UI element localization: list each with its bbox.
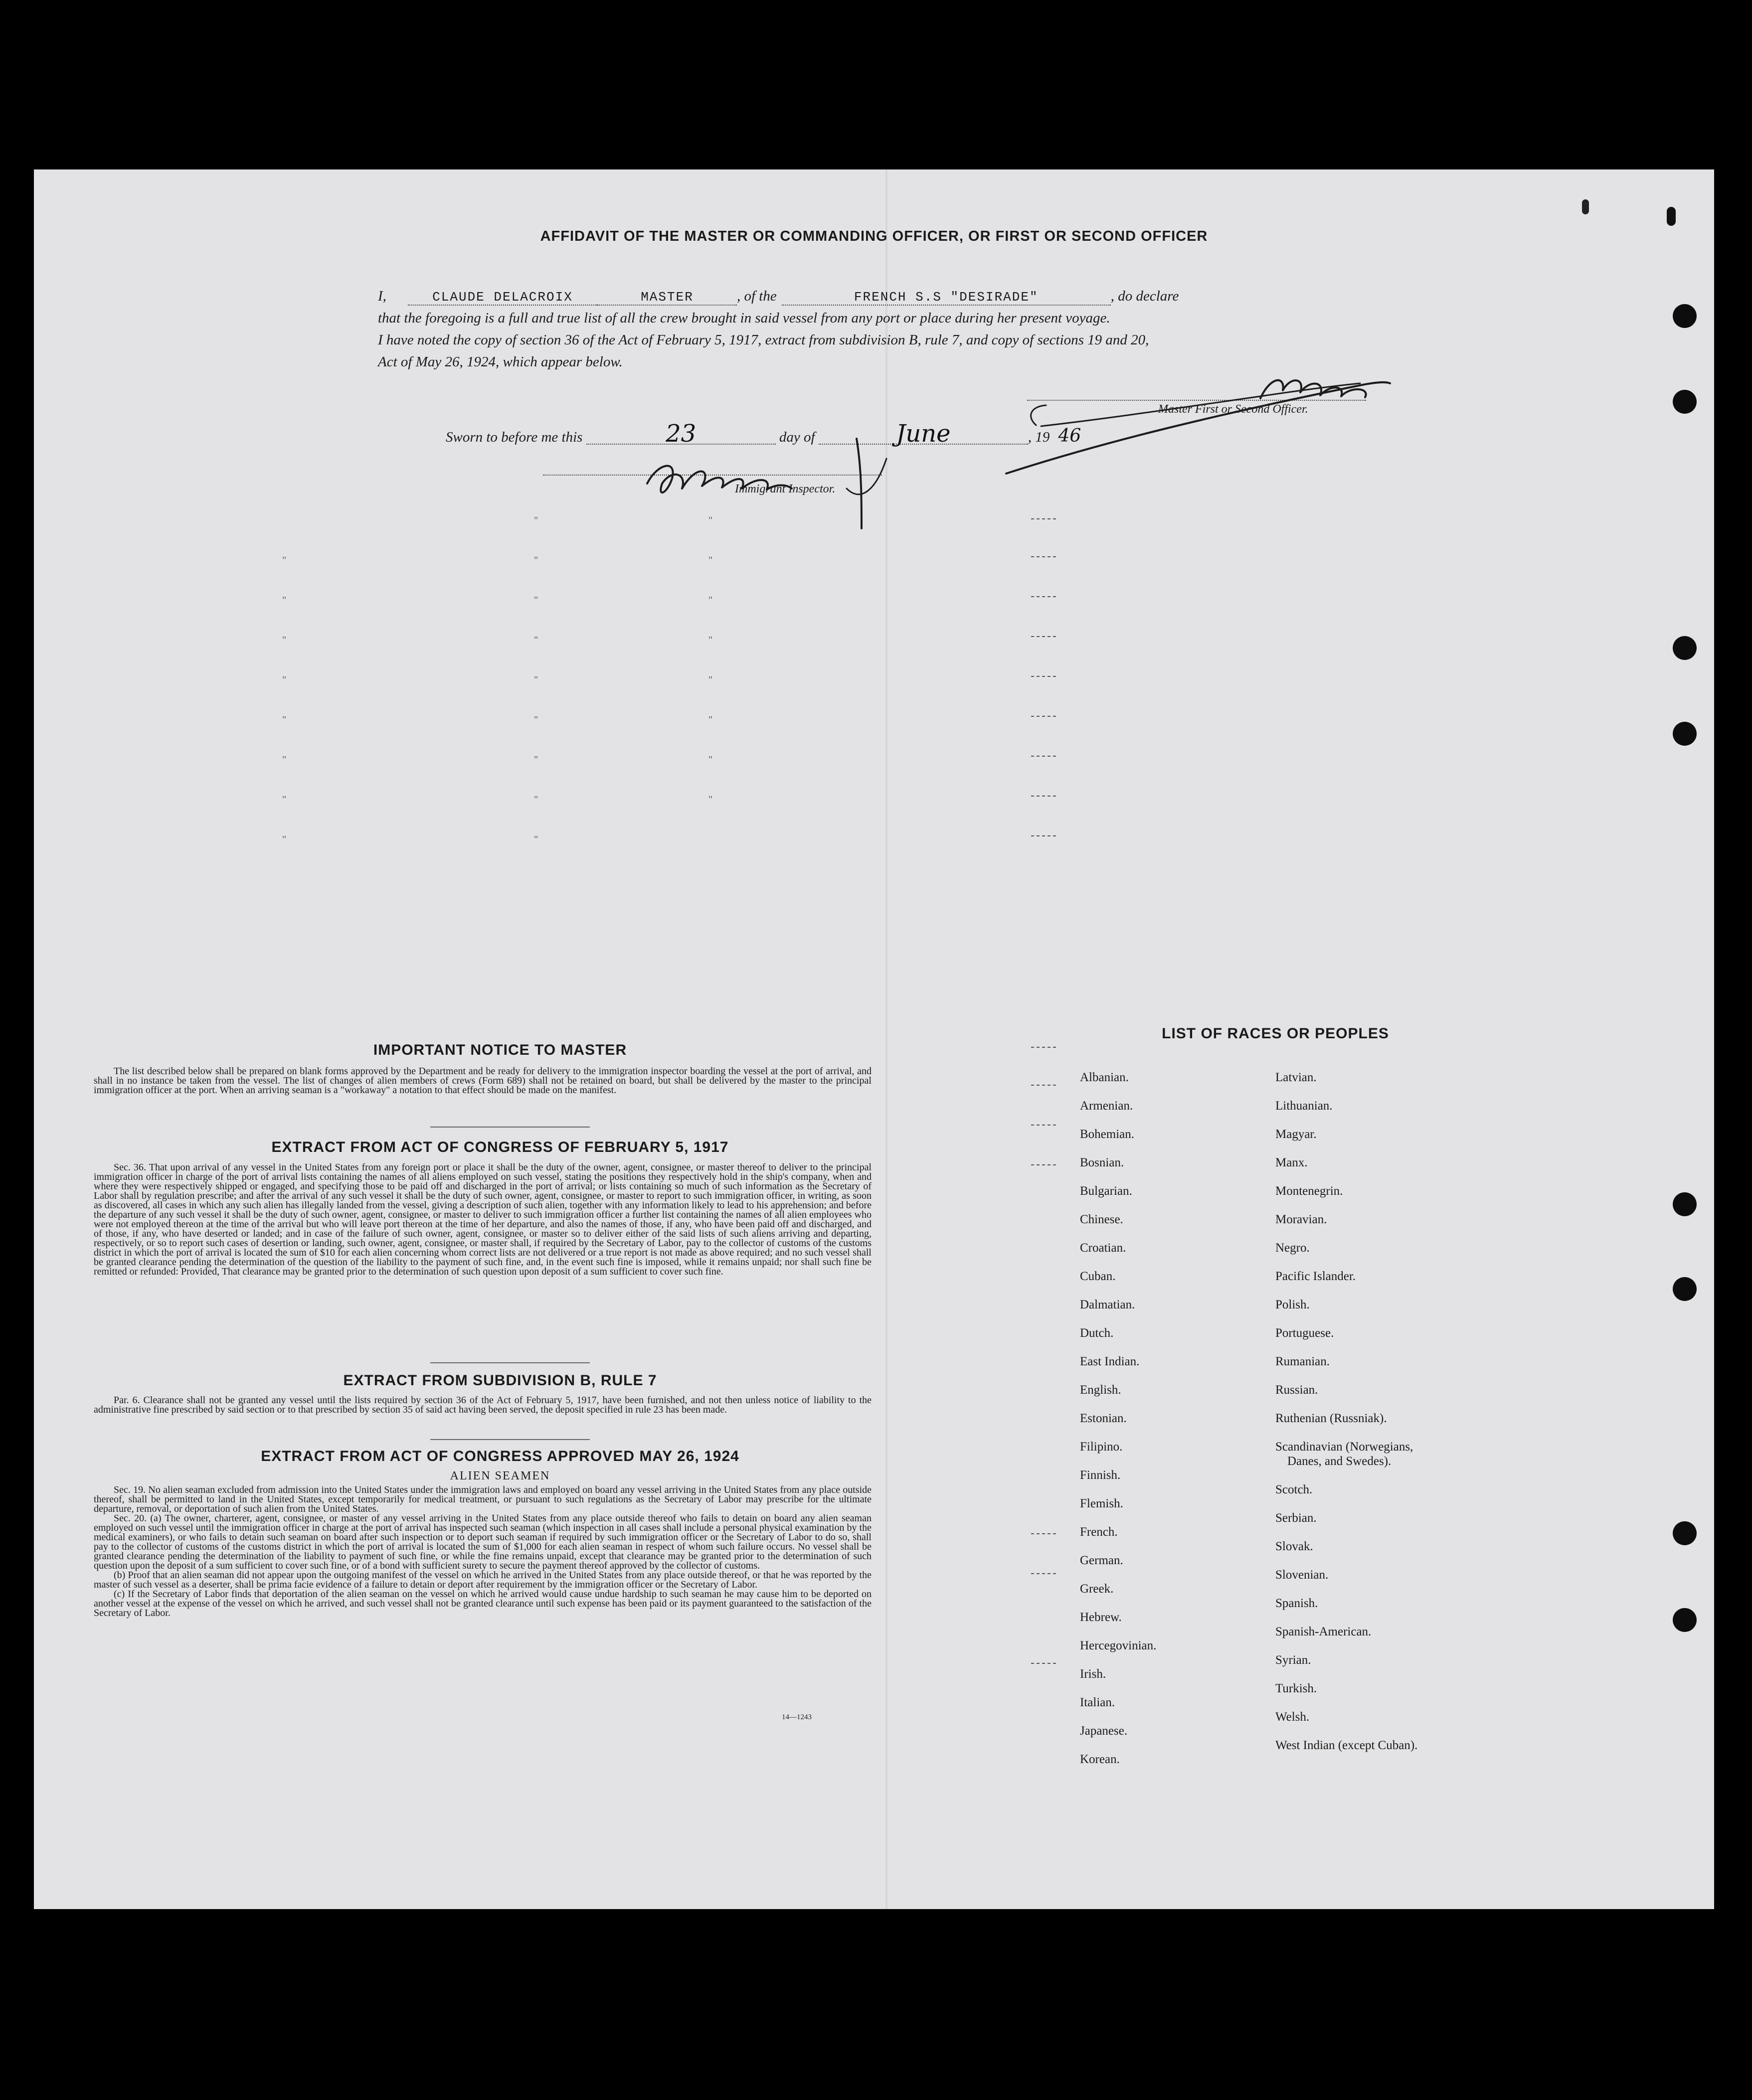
ditto-mark: " xyxy=(708,754,713,765)
race-item: Serbian. xyxy=(1275,1511,1317,1525)
binder-hole xyxy=(1673,722,1697,746)
race-item: Flemish. xyxy=(1080,1497,1123,1510)
race-item: East Indian. xyxy=(1080,1355,1140,1368)
race-item: Greek. xyxy=(1080,1582,1114,1596)
binder-hole xyxy=(1673,636,1697,660)
ditto-mark: " xyxy=(708,595,713,606)
extract-rule7-title: EXTRACT FROM SUBDIVISION B, RULE 7 xyxy=(343,1372,657,1389)
ditto-mark: " xyxy=(708,794,713,805)
binder-hole xyxy=(1673,1521,1697,1545)
inspector-signature-caption: Immigrant Inspector. xyxy=(735,483,836,495)
vessel-field: FRENCH S.S "DESIRADE" xyxy=(782,290,1111,306)
sec-20a-paragraph: Sec. 20. (a) The owner, charterer, agent, consignee, or master of any vessel arriving in the United States from any place outside thereof who fails to detain on board any alien seaman employed on such vessel until the immigration officer in charge at the port of arrival has inspected such seaman (which inspection in all cases shall include a personal physical examination by the medical examiners), or who fails to detain such seaman on board after such inspection or to deport such seaman if required by such immigration officer or the Secretary of Labor to do so, shall pay to the collector of customs of the customs district in which the port of arrival is located the sum of $1,000 for each alien seaman in respect of whom such failure occurs. No vessel shall be granted clearance pending the determination of the liability to payment of such fine, or while the fine remains unpaid, except that clearance may be granted prior to the determination of such question upon the deposit of a sum sufficient to cover such fine, or of a bond with sufficient surety to secure the payment thereof approved by the collector of customs. xyxy=(94,1513,872,1571)
divider-2 xyxy=(430,1362,590,1363)
binder-hole xyxy=(1673,1192,1697,1216)
race-item: Estonian. xyxy=(1080,1412,1127,1425)
race-item: Bulgarian. xyxy=(1080,1184,1132,1198)
ditto-mark: " xyxy=(282,555,287,566)
race-item: Korean. xyxy=(1080,1753,1120,1766)
of-the-label: , of the xyxy=(737,288,777,304)
declaration-line-3: I have noted the copy of section 36 of the Act of February 5, 1917, extract from subdivision B, rule 7, and copy of sections 19 and 20, xyxy=(378,332,1149,348)
column-dash xyxy=(1031,676,1056,677)
column-dash xyxy=(1031,1533,1056,1534)
ditto-mark: " xyxy=(534,635,538,646)
ditto-mark: " xyxy=(534,834,538,845)
races-title: LIST OF RACES OR PEOPLES xyxy=(1162,1025,1389,1042)
race-item: Filipino. xyxy=(1080,1440,1123,1454)
race-item: French. xyxy=(1080,1525,1118,1539)
race-item: Armenian. xyxy=(1080,1099,1133,1113)
sworn-label: Sworn to before me this xyxy=(446,429,583,445)
race-item: Negro. xyxy=(1275,1241,1310,1255)
column-dash xyxy=(1031,556,1056,557)
column-dash xyxy=(1031,1085,1056,1086)
column-dash xyxy=(1031,796,1056,797)
extract-1924-subtitle: ALIEN SEAMEN xyxy=(450,1469,550,1482)
ditto-mark: " xyxy=(708,515,713,526)
master-name-field: CLAUDE DELACROIX xyxy=(408,290,597,306)
race-item: Spanish. xyxy=(1275,1597,1318,1610)
column-dash xyxy=(1031,1573,1056,1574)
race-item: West Indian (except Cuban). xyxy=(1275,1739,1418,1752)
ditto-mark: " xyxy=(534,555,538,566)
rank-field: MASTER xyxy=(597,290,737,306)
divider-3 xyxy=(430,1439,590,1440)
race-item: Dalmatian. xyxy=(1080,1298,1135,1311)
column-dash xyxy=(1031,518,1056,519)
ditto-mark: " xyxy=(534,754,538,765)
speck xyxy=(1582,199,1589,214)
ditto-mark: " xyxy=(708,674,713,685)
ditto-mark: " xyxy=(282,714,287,725)
important-notice-paragraph: The list described below shall be prepared on blank forms approved by the Department and be ready for delivery to the immigration inspector boarding the vessel at the port of arrival, and shall in no instance be taken from the vessel. The list of changes of alien members of crews (Form 689) shall not be retained on board, but shall be delivered by the master to the principal immigration officer at the port. When an arriving seaman is a "workaway" a notation to that effect should be made on the manifest. xyxy=(94,1066,872,1096)
sworn-day-field: 23 xyxy=(586,424,776,445)
column-dash xyxy=(1031,716,1056,717)
binder-hole xyxy=(1673,390,1697,414)
extract-1917-text xyxy=(94,1163,872,1277)
column-dash xyxy=(1031,1125,1056,1126)
binder-hole xyxy=(1673,1608,1697,1632)
sworn-month-field: June xyxy=(819,424,1028,445)
race-item: Finnish. xyxy=(1080,1468,1121,1482)
race-item: Scotch. xyxy=(1275,1483,1313,1496)
column-dash xyxy=(1031,1164,1056,1165)
master-signature-caption: Master First or Second Officer. xyxy=(1158,403,1308,416)
ditto-mark: " xyxy=(708,635,713,646)
race-item: Japanese. xyxy=(1080,1724,1128,1738)
i-label: I, xyxy=(378,288,386,304)
extract-1924-text xyxy=(94,1485,872,1618)
race-item: Lithuanian. xyxy=(1275,1099,1333,1113)
sec-20b-paragraph: (b) Proof that an alien seaman did not appear upon the outgoing manifest of the vessel on which he arrived in the United States from any place outside thereof, or that he was reported by the master of such vessel as a deserter, shall be prima facie evidence of a failure to detain or deport after requirement by the immigration officer or the Secretary of Labor. xyxy=(94,1570,872,1590)
declaration-line-4: Act of May 26, 1924, which appear below. xyxy=(378,354,623,370)
binder-hole xyxy=(1673,1277,1697,1301)
race-item: Slovenian. xyxy=(1275,1568,1329,1582)
race-item: Croatian. xyxy=(1080,1241,1126,1255)
master-signature xyxy=(981,366,1430,481)
important-notice-text xyxy=(94,1067,872,1095)
race-item: Irish. xyxy=(1080,1667,1106,1681)
column-dash xyxy=(1031,636,1056,637)
ditto-mark: " xyxy=(282,595,287,606)
race-item: Manx. xyxy=(1275,1156,1308,1169)
race-item: Chinese. xyxy=(1080,1213,1123,1226)
race-item: German. xyxy=(1080,1554,1123,1567)
extract-1917-title: EXTRACT FROM ACT OF CONGRESS OF FEBRUARY 5, 1917 xyxy=(271,1139,729,1155)
ditto-mark: " xyxy=(282,754,287,765)
binder-hole xyxy=(1673,304,1697,328)
race-item: Montenegrin. xyxy=(1275,1184,1343,1198)
column-dash xyxy=(1031,596,1056,597)
column-dash xyxy=(1031,835,1056,836)
ditto-mark: " xyxy=(534,794,538,805)
ditto-mark: " xyxy=(282,674,287,685)
ditto-mark: " xyxy=(282,834,287,845)
race-item: Russian. xyxy=(1275,1383,1318,1397)
day-of-label: day of xyxy=(779,429,815,445)
race-item: Polish. xyxy=(1275,1298,1310,1311)
document-page xyxy=(34,169,1714,1909)
race-item: Syrian. xyxy=(1275,1653,1311,1667)
race-item: Danes, and Swedes). xyxy=(1287,1454,1392,1468)
race-item: Slovak. xyxy=(1275,1540,1313,1553)
affidavit-title: AFFIDAVIT OF THE MASTER OR COMMANDING OFFICER, OR FIRST OR SECOND OFFICER xyxy=(540,228,1208,244)
race-item: Pacific Islander. xyxy=(1275,1270,1356,1283)
race-item: Scandinavian (Norwegians, xyxy=(1275,1440,1413,1454)
extract-rule7-text xyxy=(94,1396,872,1415)
race-item: Cuban. xyxy=(1080,1270,1116,1283)
declaration-line-1 xyxy=(378,288,1485,306)
race-item: Portuguese. xyxy=(1275,1326,1334,1340)
extract-rule7-paragraph: Par. 6. Clearance shall not be granted any vessel until the lists required by section 36 of the Act of February 5, 1917, have been furnished, and not then unless notice of liability to the administrative fine prescribed by said section or to that prescribed by section 35 of said act having been served, the deposit specified in rule 23 has been made. xyxy=(94,1395,872,1415)
sworn-year-field: 46 xyxy=(1058,426,1081,446)
race-item: Dutch. xyxy=(1080,1326,1114,1340)
race-item: Latvian. xyxy=(1275,1071,1317,1084)
ditto-mark: " xyxy=(534,674,538,685)
race-item: Spanish-American. xyxy=(1275,1625,1372,1638)
race-item: Rumanian. xyxy=(1275,1355,1330,1368)
race-item: Moravian. xyxy=(1275,1213,1327,1226)
ditto-mark: " xyxy=(534,595,538,606)
ditto-mark: " xyxy=(708,555,713,566)
column-dash xyxy=(1031,1047,1056,1048)
race-item: Magyar. xyxy=(1275,1128,1317,1141)
form-number: 14—1243 xyxy=(782,1713,812,1721)
ditto-mark: " xyxy=(534,515,538,526)
race-item: Turkish. xyxy=(1275,1682,1317,1695)
ditto-mark: " xyxy=(708,714,713,725)
race-item: English. xyxy=(1080,1383,1121,1397)
race-item: Bosnian. xyxy=(1080,1156,1124,1169)
column-dash xyxy=(1031,1663,1056,1664)
do-declare-label: , do declare xyxy=(1110,288,1179,304)
sec-19-paragraph: Sec. 19. No alien seaman excluded from admission into the United States under the immigration laws and employed on board any vessel arriving in the United States from any place outside thereof, shall be permitted to land in the United States, except temporarily for medical treatment, or pursuant to such regulations as the Secretary of Labor may prescribe for the ultimate departure, removal, or deportation of such alien from the United States. xyxy=(94,1484,872,1514)
extract-1924-title: EXTRACT FROM ACT OF CONGRESS APPROVED MAY 26, 1924 xyxy=(261,1448,739,1464)
divider-1 xyxy=(430,1127,590,1128)
column-dash xyxy=(1031,756,1056,757)
ditto-mark: " xyxy=(534,714,538,725)
race-item: Bohemian. xyxy=(1080,1128,1135,1141)
race-item: Ruthenian (Russniak). xyxy=(1275,1412,1387,1425)
inspector-signature xyxy=(627,429,906,538)
declaration-line-2: that the foregoing is a full and true list of all the crew brought in said vessel from any port or place during her present voyage. xyxy=(378,310,1110,326)
race-item: Hebrew. xyxy=(1080,1611,1122,1624)
race-item: Italian. xyxy=(1080,1696,1115,1709)
race-item: Welsh. xyxy=(1275,1710,1310,1724)
ditto-mark: " xyxy=(282,794,287,805)
race-item: Albanian. xyxy=(1080,1071,1129,1084)
race-item: Hercegovinian. xyxy=(1080,1639,1157,1652)
extract-1917-paragraph: Sec. 36. That upon arrival of any vessel in the United States from any foreign port or place it shall be the duty of the owner, agent, consignee, or master thereof to deliver to the principal immigration officer in charge of the port of arrival lists containing the names of all aliens employed on such vessel, stating the positions they respectively hold in the ship's company, when and where they were respectively shipped or engaged, and specifying those to be paid off and discharged in the port of arrival; or lists containing so much of such information as the Secretary of Labor shall by regulation prescribe; and after the arrival of any such vessel it shall be the duty of such owner, agent, consignee, or master to report to such immigration officer, in writing, as soon as discovered, all cases in which any such alien has illegally landed from the vessel, giving a description of such alien, together with any information likely to lead to his apprehension; and before the departure of any such vessel it shall be the duty of such owner, agent, consignee, or master to deliver to such immigration officer a further list containing the names of all alien employees who were not employed thereon at the time of the arrival but who will leave port thereon at the time of her departure, and also the names of those, if any, who have been paid off and discharged, and of those, if any, who have deserted or landed; and in case of the failure of such owner, agent, consignee, or master so to deliver either of the said lists of such aliens arriving and departing, respectively, or so to report such cases of desertion or landing, such owner, agent, consignee, or master shall, if required by the Secretary of Labor, pay to the collector of customs of the customs district in which the port of arrival is located the sum of $10 for each alien concerning whom correct lists are not delivered or a true report is not made as above required; and no such vessel shall be granted clearance pending the determination of the question of the liability to the payment of such fine, and, in the event such fine is imposed, while it remains unpaid; nor shall such fine be remitted or refunded: Provided, That clearance may be granted prior to the determination of such question upon deposit of a sum sufficient to cover such fine. xyxy=(94,1162,872,1277)
speck xyxy=(1667,207,1676,226)
ditto-mark: " xyxy=(282,635,287,646)
sec-20c-paragraph: (c) If the Secretary of Labor finds that deportation of the alien seaman on the vessel on which he arrived would cause undue hardship to such seaman he may cause him to be deported on another vessel at the expense of the vessel on which he arrived, and such vessel shall not be granted clearance until such expense has been paid or its payment guaranteed to the satisfaction of the Secretary of Labor. xyxy=(94,1589,872,1618)
important-notice-title: IMPORTANT NOTICE TO MASTER xyxy=(373,1042,627,1058)
year-prefix-label: , 19 xyxy=(1028,429,1050,445)
